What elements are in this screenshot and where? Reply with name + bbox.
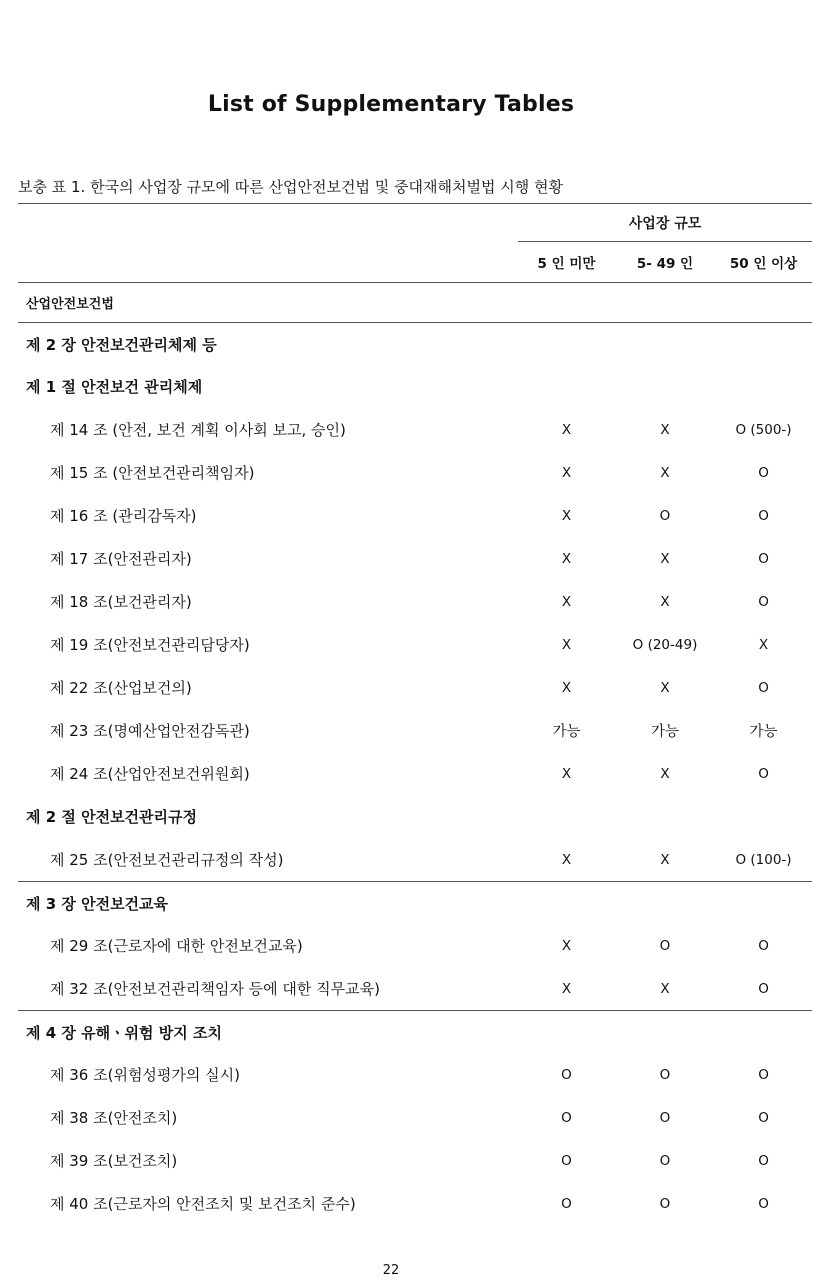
table-row	[18, 537, 812, 580]
article-label: 제 39 조(보건조치)	[50, 1152, 178, 1170]
table-row	[18, 623, 812, 666]
value-cell: X	[660, 593, 670, 610]
article-label: 제 14 조 (안전, 보건 계획 이사회 보고, 승인)	[50, 421, 346, 439]
table-row	[18, 924, 812, 967]
clause-2-row-label: 제 2 절 안전보건관리규정	[26, 808, 198, 826]
article-label: 제 29 조(근로자에 대한 안전보건교육)	[50, 937, 303, 955]
value-cell: X	[660, 464, 670, 481]
value-cell: O (500-)	[735, 421, 792, 438]
value-cell: X	[518, 838, 615, 882]
value-cell: O (100-)	[715, 838, 812, 882]
article-label: 제 36 조(위험성평가의 실시)	[50, 1066, 240, 1084]
section-row	[18, 283, 812, 323]
table-row	[18, 752, 812, 795]
value-cell: X	[518, 967, 615, 1011]
page-number: 22	[382, 1263, 400, 1278]
article-label: 제 18 조(보건관리자)	[50, 593, 192, 611]
value-cell: O	[758, 765, 769, 782]
value-cell: O	[758, 1066, 769, 1083]
column-header-50-plus: 50 인 이상	[715, 242, 812, 283]
clause-1-row	[18, 365, 812, 408]
value-cell: X	[561, 464, 572, 481]
value-cell: 가능	[552, 724, 581, 740]
article-label: 제 19 조(안전보건관리담당자)	[50, 636, 250, 654]
chapter-2-row	[18, 323, 812, 366]
value-cell: O	[561, 1195, 572, 1212]
value-cell: X	[758, 636, 769, 653]
chapter-3-row-label: 제 3 장 안전보건교육	[26, 894, 169, 913]
value-cell: X	[660, 679, 670, 696]
value-cell: O	[659, 1066, 671, 1083]
article-label: 제 23 조(명예산업안전감독관)	[50, 722, 250, 740]
header-row-group	[18, 204, 812, 242]
value-cell: X	[561, 679, 572, 696]
value-cell: O	[758, 1195, 769, 1212]
value-cell: X	[660, 421, 670, 438]
value-cell: X	[561, 421, 572, 438]
value-cell: O	[758, 593, 769, 610]
value-cell: O	[715, 967, 812, 1011]
table-row	[18, 408, 812, 451]
value-cell: O	[758, 1109, 769, 1126]
section-label: 산업안전보건법	[18, 283, 518, 323]
article-label: 제 38 조(안전조치)	[50, 1109, 178, 1127]
value-cell: X	[561, 550, 572, 567]
table-row	[18, 1096, 812, 1139]
value-cell: O	[758, 507, 769, 524]
table-row	[18, 580, 812, 623]
article-label: 제 16 조 (관리감독자)	[50, 507, 197, 525]
value-cell: O	[561, 1109, 572, 1126]
table-row	[18, 1182, 812, 1225]
article-label: 제 25 조(안전보건관리규정의 작성)	[18, 838, 518, 882]
value-cell: X	[660, 550, 670, 567]
value-cell: O	[758, 464, 769, 481]
column-header-under-5: 5 인 미만	[518, 242, 615, 283]
supplementary-table	[18, 203, 812, 1225]
value-cell: O	[758, 1152, 769, 1169]
value-cell: O	[659, 1152, 671, 1169]
table-row	[18, 1053, 812, 1096]
value-cell: 가능	[650, 724, 679, 740]
article-label: 제 15 조 (안전보건관리책임자)	[50, 464, 255, 482]
table-row	[18, 494, 812, 537]
value-cell: O	[659, 507, 671, 524]
chapter-2-row-label: 제 2 장 안전보건관리체제 등	[26, 335, 217, 354]
group-header: 사업장 규모	[518, 204, 812, 242]
value-cell: X	[615, 967, 715, 1011]
table-row	[18, 666, 812, 709]
article-label: 제 17 조(안전관리자)	[50, 550, 192, 568]
value-cell: O (20-49)	[632, 636, 698, 653]
chapter-4-row-label: 제 4 장 유해ㆍ위험 방지 조치	[26, 1023, 222, 1042]
page-title: List of Supplementary Tables	[207, 92, 575, 117]
value-cell: X	[660, 765, 670, 782]
table-row	[18, 967, 812, 1011]
clause-1-row-label: 제 1 절 안전보건 관리체제	[26, 378, 203, 396]
article-label: 제 24 조(산업안전보건위원회)	[50, 765, 250, 783]
table-row	[18, 838, 812, 882]
value-cell: O	[561, 1152, 572, 1169]
article-label: 제 40 조(근로자의 안전조치 및 보건조치 준수)	[50, 1195, 356, 1213]
value-cell: O	[659, 1195, 671, 1212]
table-caption: 보충 표 1. 한국의 사업장 규모에 따른 산업안전보건법 및 중대재해처벌법 시행 현황	[18, 178, 563, 196]
value-cell: O	[758, 937, 769, 954]
value-cell: X	[561, 636, 572, 653]
value-cell: O	[758, 679, 769, 696]
value-cell: X	[561, 507, 572, 524]
value-cell: O	[758, 550, 769, 567]
article-label: 제 32 조(안전보건관리책임자 등에 대한 직무교육)	[18, 967, 518, 1011]
value-cell: X	[561, 765, 572, 782]
value-cell: X	[561, 937, 572, 954]
header-row-columns	[18, 242, 812, 283]
table-row	[18, 451, 812, 494]
column-header-5-49: 5- 49 인	[615, 242, 715, 283]
clause-2-row	[18, 795, 812, 838]
value-cell: 가능	[749, 724, 778, 740]
value-cell: O	[659, 937, 671, 954]
value-cell: X	[561, 593, 572, 610]
value-cell: O	[659, 1109, 671, 1126]
table-row	[18, 709, 812, 752]
chapter-4-row	[18, 1011, 812, 1054]
table-row	[18, 1139, 812, 1182]
article-label: 제 22 조(산업보건의)	[50, 679, 192, 697]
value-cell: X	[615, 838, 715, 882]
chapter-3-row	[18, 882, 812, 925]
value-cell: O	[561, 1066, 572, 1083]
